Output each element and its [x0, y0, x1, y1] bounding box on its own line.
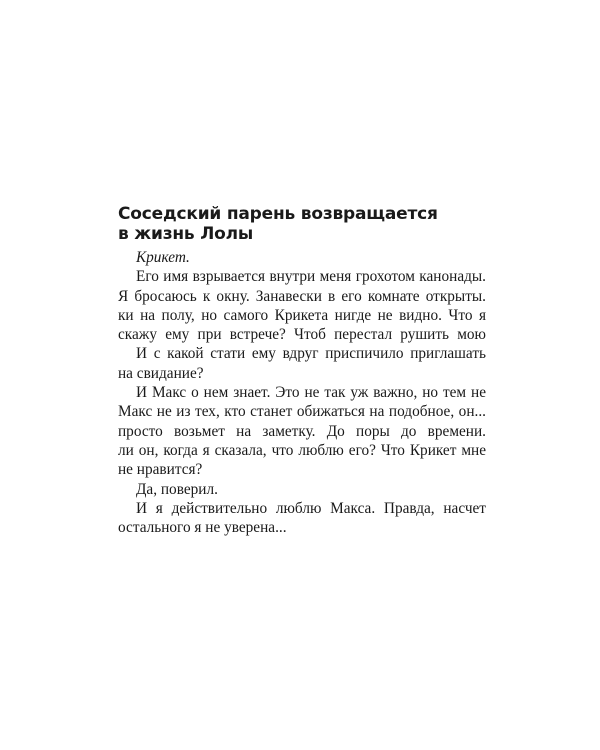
paragraph-line: ли он, когда я сказала, что люблю его? Что Крикет мне	[118, 441, 486, 459]
paragraph-line: Крикет.	[136, 249, 190, 266]
chapter-heading-line-2: в жизнь Лолы	[118, 224, 254, 244]
paragraph-line: скажу ему при встрече? Чтоб перестал рушить мою	[118, 326, 486, 344]
paragraph-line: И Макс о нем знает. Это не так уж важно, но тем не	[136, 384, 486, 402]
paragraph-line: И я действительно люблю Макса. Правда, насчет	[136, 499, 486, 517]
paragraph-line: Макс не из тех, кто станет обижаться на подобное, он...	[118, 403, 486, 421]
body-text	[118, 248, 486, 537]
paragraph-line: Его имя взрывается внутри меня грохотом канонады.	[136, 268, 486, 286]
paragraph-line: на свидание?	[118, 364, 204, 382]
paragraph-line: не нравится?	[118, 461, 203, 479]
chapter-heading-line-1: Соседский парень возвращается	[118, 204, 438, 224]
paragraph-line: просто возьмет на заметку. До поры до времени.	[118, 422, 486, 440]
paragraph-line: Да, поверил.	[136, 480, 218, 498]
paragraph-line: остального я не уверена...	[118, 519, 287, 537]
paragraph-line: ки на полу, но самого Крикета нигде не видно. Что я	[118, 306, 486, 324]
paragraph-line: Я бросаюсь к окну. Занавески в его комнате открыты.	[118, 287, 486, 305]
paragraph-line: И с какой стати ему вдруг приспичило приглашать	[136, 345, 486, 363]
chapter-heading	[118, 204, 498, 244]
